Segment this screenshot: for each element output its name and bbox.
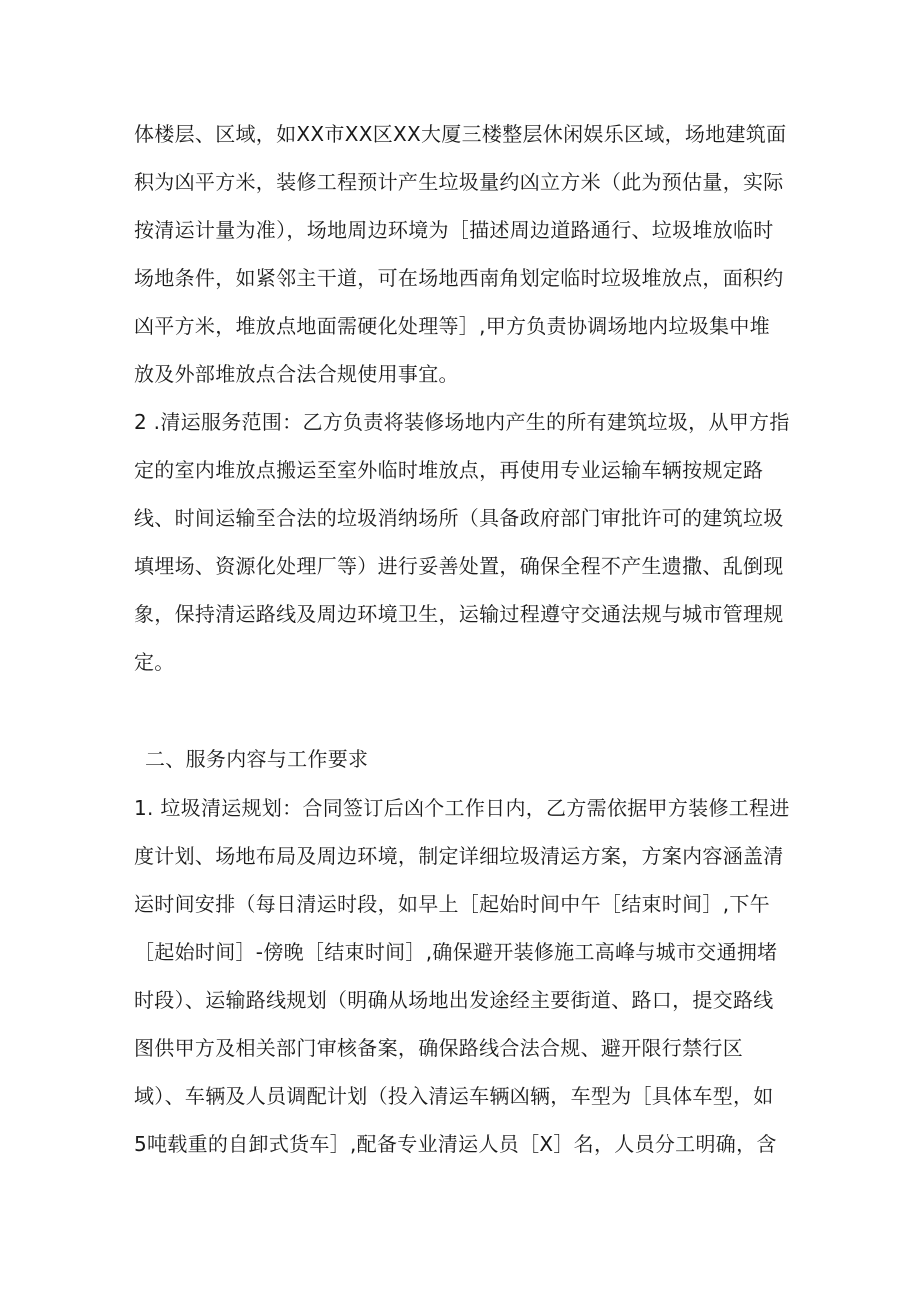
paragraph-line: 定的室内堆放点搬运至室外临时堆放点，再使用专业运输车辆按规定路: [134, 458, 764, 482]
paragraph-line: 时段）、运输路线规划（明确从场地出发途经主要街道、路口，提交路线: [134, 988, 774, 1012]
paragraph-line: 5吨载重的自卸式货车］,配备专业清运人员［X］名，人员分工明确，含: [134, 1132, 777, 1156]
paragraph-line: 填埋场、资源化处理厂等）进行妥善处置，确保全程不产生遗撒、乱倒现: [134, 554, 784, 578]
paragraph-line: 线、时间运输至合法的垃圾消纳场所（具备政府部门审批许可的建筑垃圾: [134, 506, 784, 530]
paragraph-line: 放及外部堆放点合法合规使用事宜。: [134, 362, 459, 386]
paragraph-line: 凶平方米，堆放点地面需硬化处理等］,甲方负责协调场地内垃圾集中堆: [134, 314, 770, 338]
section-heading: 二、服务内容与工作要求: [145, 747, 369, 771]
paragraph-line: 2 .清运服务范围：乙方负责将装修场地内产生的所有建筑垃圾，从甲方指: [134, 410, 790, 434]
paragraph-line: 体楼层、区域，如XX市XX区XX大厦三楼整层休闲娱乐区域，场地建筑面: [134, 122, 787, 146]
paragraph-line: 象，保持清运路线及周边环境卫生，运输过程遵守交通法规与城市管理规: [134, 602, 784, 626]
paragraph-line: 积为凶平方米，装修工程预计产生垃圾量约凶立方米（此为预估量，实际: [134, 170, 784, 194]
paragraph-line: 域）、车辆及人员调配计划（投入清运车辆凶辆，车型为［具体车型，如: [134, 1084, 774, 1108]
paragraph-line: ［起始时间］-傍晚［结束时间］,确保避开装修施工高峰与城市交通拥堵: [134, 940, 778, 964]
paragraph-line: 图供甲方及相关部门审核备案，确保路线合法合规、避开限行禁行区: [134, 1036, 743, 1060]
paragraph-line: 度计划、场地布局及周边环境，制定详细垃圾清运方案，方案内容涵盖清: [134, 844, 784, 868]
paragraph-line: 按清运计量为准），场地周边环境为［描述周边道路通行、垃圾堆放临时: [134, 218, 774, 242]
paragraph-line: 场地条件，如紧邻主干道，可在场地西南角划定临时垃圾堆放点，面积约: [134, 266, 784, 290]
paragraph-line: 定。: [134, 650, 175, 674]
paragraph-line: 运时间安排（每日清运时段，如早上［起始时间中午［结束时间］,下午: [134, 892, 770, 916]
paragraph-line: 1. 垃圾清运规划：合同签订后凶个工作日内，乙方需依据甲方装修工程进: [134, 796, 790, 820]
